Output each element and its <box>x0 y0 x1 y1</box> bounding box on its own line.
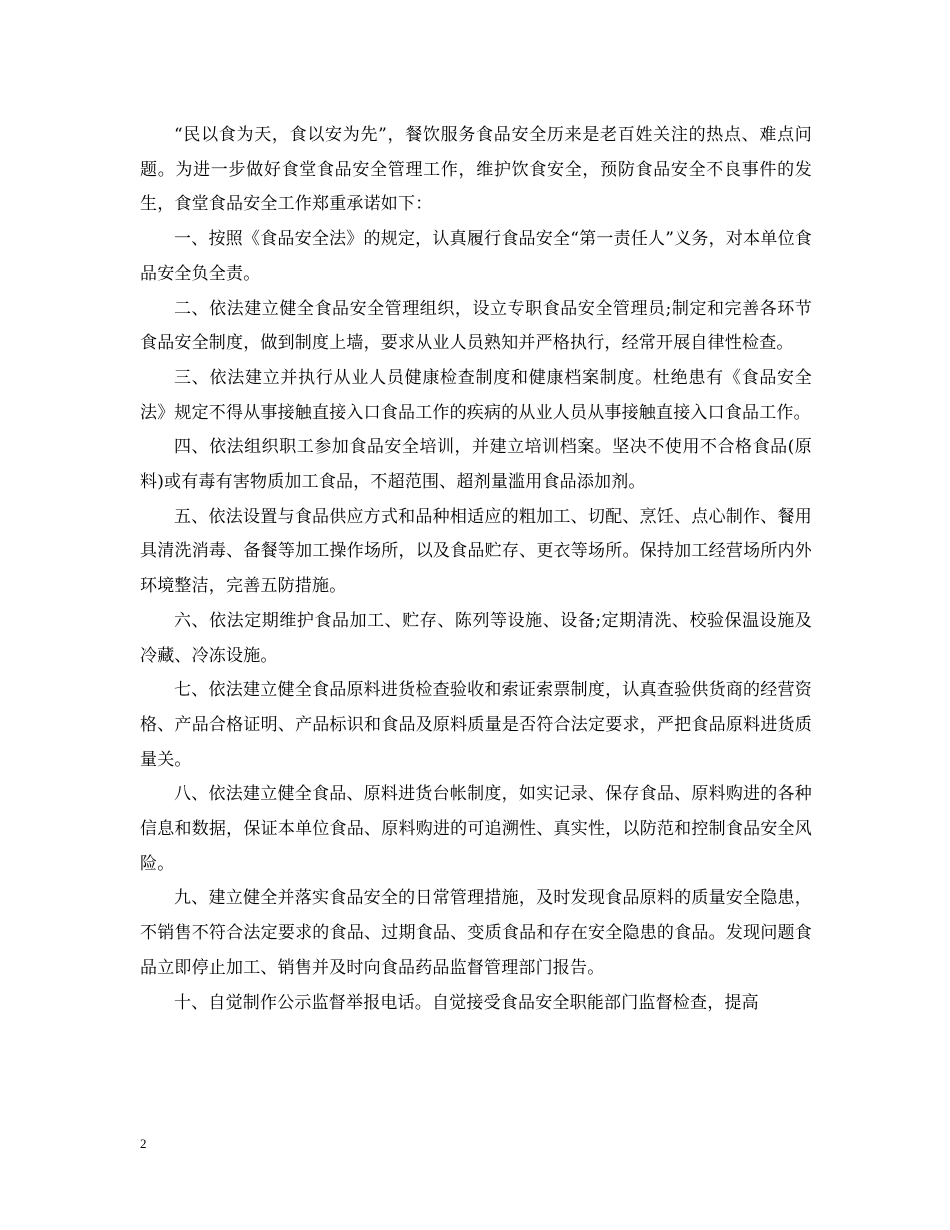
commitment-item-10: 十、自觉制作公示监督举报电话。自觉接受食品安全职能部门监督检查，提高 <box>174 992 759 1013</box>
page-number: 2 <box>140 1136 147 1151</box>
commitment-item-2: 二、依法建立健全食品安全管理组织，设立专职食品安全管理员;制定和完善各环节食品安全制度，做到制度上墙，要求从业人员熟知并严格执行，经常开展自律性检查。 <box>140 298 812 354</box>
commitment-item-7: 七、依法建立健全食品原料进货检查验收和索证索票制度，认真查验供货商的经营资格、产品合格证明、产品标识和食品及原料质量是否符合法定要求，严把食品原料进货质量关。 <box>140 680 812 770</box>
commitment-item-9: 九、建立健全并落实食品安全的日常管理措施，及时发现食品原料的质量安全隐患，不销售不符合法定要求的食品、过期食品、变质食品和存在安全隐患的食品。发现问题食品立即停止加工、销售并及时向食品药品监督管理部门报告。 <box>140 888 812 978</box>
commitment-item-6: 六、依法定期维护食品加工、贮存、陈列等设施、设备;定期清洗、校验保温设施及冷藏、冷冻设施。 <box>140 610 812 666</box>
commitment-item-1: 一、按照《食品安全法》的规定，认真履行食品安全“第一责任人”义务，对本单位食品安全负全责。 <box>140 229 812 284</box>
commitment-item-5: 五、依法设置与食品供应方式和品种相适应的粗加工、切配、烹饪、点心制作、餐用具清洗消毒、备餐等加工操作场所，以及食品贮存、更衣等场所。保持加工经营场所内外环境整洁，完善五防措施。 <box>140 506 812 597</box>
intro-paragraph: “民以食为天，食以安为先”，餐饮服务食品安全历来是老百姓关注的热点、难点问题。为进一步做好食堂食品安全管理工作，维护饮食安全，预防食品安全不良事件的发生，食堂食品安全工作郑重承诺如下： <box>140 125 812 215</box>
commitment-item-4: 四、依法组织职工参加食品安全培训，并建立培训档案。坚决不使用不合格食品(原料)或有毒有害物质加工食品，不超范围、超剂量滥用食品添加剂。 <box>140 437 812 493</box>
commitment-item-3: 三、依法建立并执行从业人员健康检查制度和健康档案制度。杜绝患有《食品安全法》规定不得从事接触直接入口食品工作的疾病的从业人员从事接触直接入口食品工作。 <box>140 367 812 423</box>
commitment-item-8: 八、依法建立健全食品、原料进货台帐制度，如实记录、保存食品、原料购进的各种信息和数据，保证本单位食品、原料购进的可追溯性、真实性，以防范和控制食品安全风险。 <box>140 784 812 874</box>
document-body <box>140 118 812 1020</box>
